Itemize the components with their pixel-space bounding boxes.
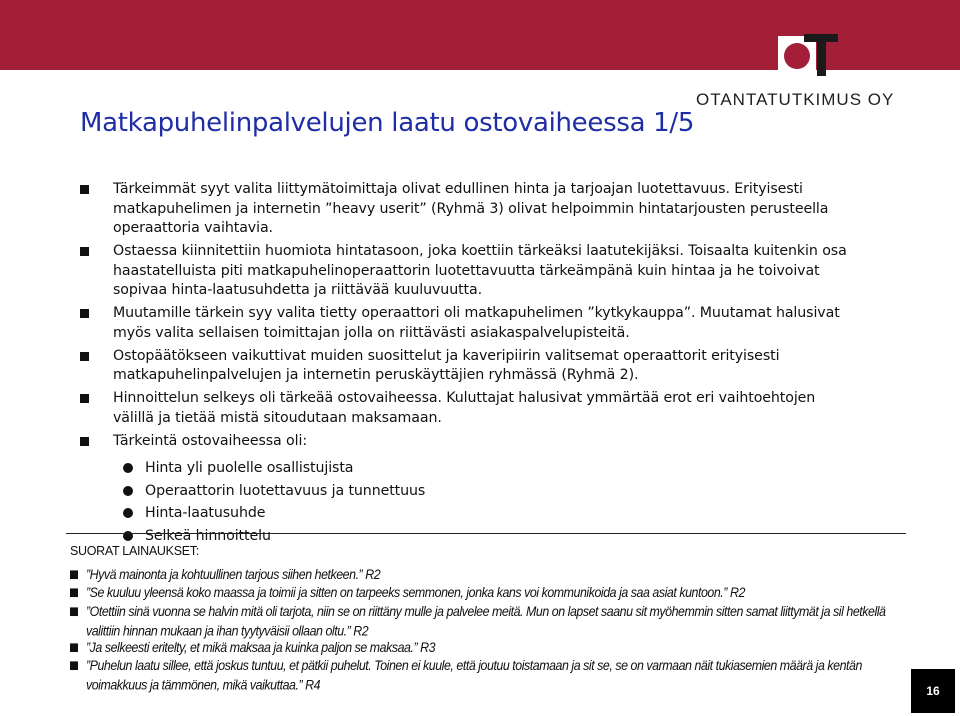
- bullet-item: Muutamille tärkein syy valita tietty operaattori oli matkapuhelimen ”kytkykauppa”. Muutamat halusivat myös valita sellaisen toimittajan jolla on riittävästi asiakaspalvelupisteitä.: [80, 304, 860, 343]
- bullet-item: Ostopäätökseen vaikuttivat muiden suosittelut ja kaveripiirin valitsemat operaattorit erityisesti matkapuhelinpalvelujen ja internetin peruskäyttäjien ryhmässä (Ryhmä 2).: [80, 347, 860, 386]
- quote-item: ”Ja selkeesti eritelty, et mikä maksaa ja kuinka paljon se maksaa.” R3: [70, 638, 900, 658]
- bullet-item-with-sublist: [80, 432, 860, 548]
- quote-item: ”Se kuuluu yleensä koko maassa ja toimii ja sitten on tarpeeks semmonen, jonka kans voi kommunikoida ja saa asiat kuntoon.” R2: [70, 583, 900, 603]
- sub-bullet-item: Hinta yli puolelle osallistujista: [113, 457, 860, 480]
- main-bullet-list: [80, 180, 860, 551]
- bullet-item: Tärkeimmät syyt valita liittymätoimittaja olivat edullinen hinta ja tarjoajan luotettavuus. Erityisesti matkapuhelimen ja internetin ”heavy userit” (Ryhmä 3) olivat helpoimmin hintatarjousten perusteella operaattoria vaihtavia.: [80, 180, 860, 239]
- bullet-item: Hinnoittelun selkeys oli tärkeää ostovaiheessa. Kuluttajat halusivat ymmärtää erot eri vaihtoehtojen välillä ja tietää mistä sitoudutaan maksamaan.: [80, 389, 860, 428]
- quote-item: ”Puhelun laatu sillee, että joskus tuntuu, et pätkii puhelut. Toinen ei kuule, että joutuu toistamaan ja sit se, se on varmaan näit tukiasemien määrä ja kentän voimakkuus ja tämmönen, mikä vaikuttaa.” R4: [70, 656, 900, 696]
- bullet-item-label: Tärkeintä ostovaiheessa oli:: [113, 432, 308, 449]
- quotes-header: SUORAT LAINAUKSET:: [70, 544, 199, 558]
- page-number: 16: [911, 669, 955, 713]
- sub-bullet-item: Hinta-laatusuhde: [113, 502, 860, 525]
- quotes-section: [66, 533, 906, 706]
- otantatutkimus-logo-icon: [778, 32, 838, 78]
- bullet-item: Ostaessa kiinnitettiin huomiota hintatasoon, joka koettiin tärkeäksi laatutekijäksi. Toisaalta kuitenkin osa haastatelluista piti matkapuhelinoperaattorin luotettavuutta tärkeämpänä kuin hintaa ja he toivoivat sopivaa hinta-laatusuhdetta ja riittävää kuuluvuutta.: [80, 242, 860, 301]
- quote-item: ”Otettiin sinä vuonna se halvin mitä oli tarjota, niin se on riittäny mulle ja palvelee meitä. Mun on lapset saanu sit myöhemmin sitten samat liittymät ja sil hetkellä valittiin hinnan mukaan ja ihan tyytyväisii ollaan oltu.” R2: [70, 602, 900, 642]
- sub-bullet-item: Selkeä hinnoittelu: [113, 525, 860, 548]
- page-title: Matkapuhelinpalvelujen laatu ostovaiheessa 1/5: [80, 108, 695, 138]
- logo-text: OTANTATUTKIMUS OY: [696, 90, 895, 109]
- quote-item: ”Hyvä mainonta ja kohtuullinen tarjous siihen hetkeen.” R2: [70, 565, 900, 585]
- quotes-list: [70, 565, 900, 693]
- sub-bullet-item: Operaattorin luotettavuus ja tunnettuus: [113, 480, 860, 503]
